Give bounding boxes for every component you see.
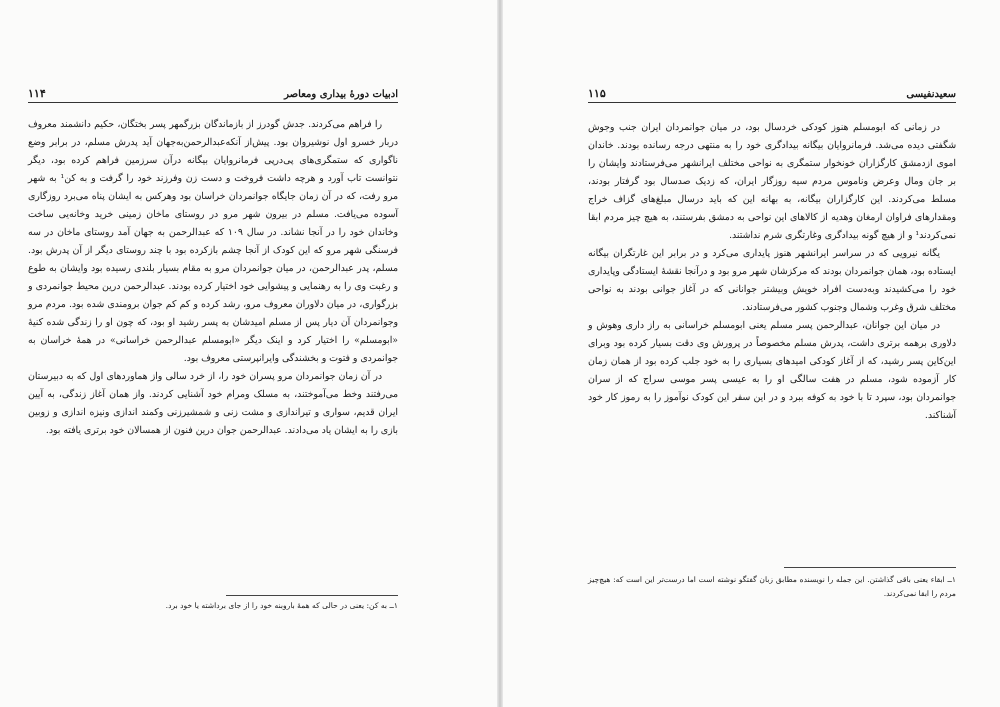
page-number: ۱۱۴ <box>28 87 46 100</box>
paragraph: را فراهم می‌کردند. جدش گودرز از بازماندگان بزرگمهر پسر بختگان، حکیم دانشمند معروف دربار خسرو اول نوشیروان بود. پیش‌از آنکه‌عبدالرحمن‌به‌جهان آید پدرش مسلم، در برابر وضع ناگواری که ستمگری‌های پی‌درپی فرمانروایان بیگانه درآن سرزمین فراهم کرده بود، دیگر نتوانست تاب آورد و هرچه داشت فروخت و دست زن وفرزند خود را گرفت و به کن¹ به شهر مرو رفت، که در آن زمان جایگاه جوانمردان خراسان بود وهرکس به ایشان پناه می‌برد روزگاری آسوده می‌یافت. مسلم در بیرون شهر مرو در روستای ماخان زمینی خرید وخانه‌یی ساخت وخاندان خود را در آنجا نشاند. در سال ۱۰۹ که عبدالرحمن به جهان آمد روستای ماخان در سه فرسنگی شهر مرو که این کودک از آنجا چشم بازکرده بود با چند روستای دیگر از آن پدرش بود. مسلم، پدر عبدالرحمن، در میان جوانمردان مرو به مقام بسیار بلندی رسیده بود وایشان به طوع و رغبت وی را به رهنمایی و پیشوایی خود اختیار کرده بودند. عبدالرحمن درین محیط جوانمردی و بزرگواری، در میان دلاوران معروف مرو، رشد کرده و کم کم جوان برومندی شده بود. مردم مرو وجوانمردان آن دیار پس از مسلم امیدشان به پسر رشید او بود، که چون او را زندگی شده کنیهٔ «ابومسلم» را اختیار کرد و اینک دیگر «ابومسلم عبدالرحمن خراسانی» در همهٔ خراسان به جوانمردی و فتوت و بخشندگی وایرانپرستی معروف بود. <box>28 119 398 364</box>
paragraph: در زمانی که ابومسلم هنوز کودکی خردسال بود، در میان جوانمردان ایران جنب وجوش شگفتی دیده می‌شد. فرمانروایان بیگانه بیدادگری خود را به منتهی درجه رسانده بودند. خاندان اموی ازدمشق کارگزاران خونخوار ستمگری به نواحی مختلف ایرانشهر می‌فرستادند وایشان را بر جان ومال وعرض وناموس مردم سیه روزگار ایران، که زدیک صدسال بود گرفتار بودند، مسلط می‌کردند. این کارگزاران بیگانه، به بهانه این که باید درسال مبلغ‌های گزاف خراج ومقدارهای فراوان ارمغان وهدیه از کالاهای این نواحی به دمشق بفرستند، به هیچ چیز مردم ابقا نمی‌کردند¹ و از هیچ گونه بیدادگری وغارتگری شرم نداشتند. <box>588 122 956 241</box>
running-title: سعیدنفیسی <box>906 89 956 100</box>
header-rule <box>28 102 398 103</box>
paragraph: یگانه نیرویی که در سراسر ایرانشهر هنوز پایداری می‌کرد و در برابر این غارتگران بیگانه ایستاده بود، همان جوانمردان بودند که مرکزشان شهر مرو بود و درآنجا نقشهٔ ایستادگی وپایداری خود را می‌کشیدند وبه‌دست افراد خویش وبیشتر جوانانی که در آغاز جوانی بودند به نواحی مختلف شرق وغرب وشمال وجنوب کشور می‌فرستادند. <box>588 248 956 313</box>
left-page-body <box>28 116 398 440</box>
footnote: ۱ــ به کن: یعنی در حالی که همهٔ باروبنه خود را از جای برداشته یا خود برد. <box>165 601 398 610</box>
left-page <box>0 0 497 707</box>
paragraph: در میان این جوانان، عبدالرحمن پسر مسلم یعنی ابومسلم خراسانی به راز داری وهوش و دلاوری برهمه برتری داشت، پدرش مسلم مخصوصاً در پرورش وی دقت بسیار کرده بود وبرای این‌کاین پسر رشید، که از آغاز کودکی امیدهای بسیاری را به خود جلب کرده بود از همان زمان کار آزموده شود، مسلم در هفت سالگی او را به عیسی پسر موسی سراج که از سران جوانمردان بود، سپرد تا با خود به کوفه ببرد و در این سفر این کودک نوآموز را به رموز کار خود آشناکند. <box>588 320 956 421</box>
running-title: ادبیات دورهٔ بیداری ومعاصر <box>284 89 398 100</box>
right-page-header <box>588 84 956 100</box>
footnote: ۱ــ ابقاء یعنی باقی گذاشتن. این جمله را نویسنده مطابق زبان گفتگو نوشته است اما درست‌تر این است که: هیچ‌چیز مردم را ابقا نمی‌کردند. <box>588 575 956 598</box>
left-page-header <box>28 84 398 100</box>
paragraph: در آن زمان جوانمردان مرو پسران خود را، از خرد سالی واز هماوردهای اول که به دبیرستان می‌رفتند وخط می‌آموختند، به مسلک ومرام خود آشنایی کردند. واز همان آغاز زندگی، به آیین ایران قدیم، سواری و تیراندازی و مشت زنی و شمشیرزنی وکمند اندازی ونیزه اندازی و زوبین بازی را به ایشان یاد می‌دادند. عبدالرحمن جوان درین فنون از همسالان خود برتری یافته بود. <box>28 371 398 436</box>
right-page-body <box>588 119 956 425</box>
footnote-rule <box>784 567 956 568</box>
header-rule <box>588 102 956 103</box>
footnote-rule <box>226 595 398 596</box>
right-page <box>503 0 1000 707</box>
page-number: ۱۱۵ <box>588 87 606 100</box>
